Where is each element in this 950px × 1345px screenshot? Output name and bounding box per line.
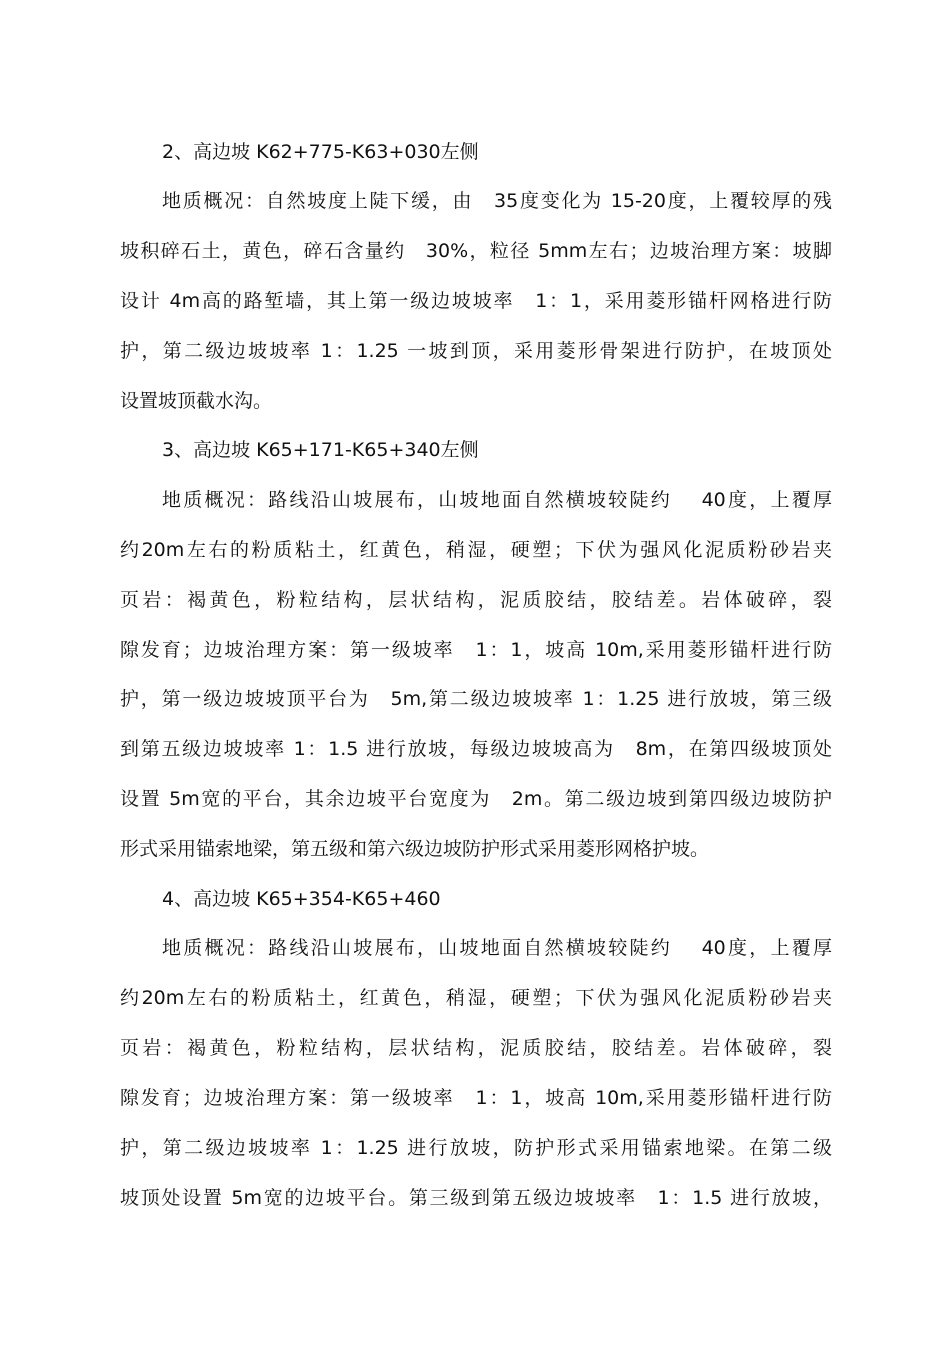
- paragraph-line: 护，第一级边坡坡顶平台为 5m,第二级边坡坡率 1：1.25 进行放坡，第三级: [120, 688, 832, 710]
- paragraph-line: 隙发育；边坡治理方案：第一级坡率 1：1，坡高 10m,采用菱形锚杆进行防: [120, 1087, 832, 1109]
- paragraph-line: 地质概况：路线沿山坡展布，山坡地面自然横坡较陡约 40度，上覆厚: [162, 489, 832, 511]
- paragraph-line: 约20m左右的粉质粘土，红黄色，稍湿，硬塑；下伏为强风化泥质粉砂岩夹: [120, 539, 832, 561]
- paragraph-line: 页岩：褐黄色，粉粒结构，层状结构，泥质胶结，胶结差。岩体破碎，裂: [120, 1037, 832, 1059]
- paragraph-line: 形式采用锚索地梁，第五级和第六级边坡防护形式采用菱形网格护坡。: [120, 838, 710, 860]
- paragraph-line: 设置坡顶截水沟。: [120, 390, 273, 412]
- paragraph-line: 设置 5m宽的平台，其余边坡平台宽度为 2m。第二级边坡到第四级边坡防护: [120, 788, 832, 810]
- paragraph-line: 到第五级边坡坡率 1：1.5 进行放坡，每级边坡坡高为 8m，在第四级坡顶处: [120, 738, 832, 760]
- paragraph-line: 地质概况：自然坡度上陡下缓，由 35度变化为 15-20度，上覆较厚的残: [162, 190, 832, 212]
- section-heading: 4、高边坡 K65+354-K65+460: [162, 888, 441, 910]
- paragraph-line: 约20m左右的粉质粘土，红黄色，稍湿，硬塑；下伏为强风化泥质粉砂岩夹: [120, 987, 832, 1009]
- paragraph-line: 坡顶处设置 5m宽的边坡平台。第三级到第五级边坡坡率 1：1.5 进行放坡，: [120, 1187, 832, 1209]
- paragraph-line: 页岩：褐黄色，粉粒结构，层状结构，泥质胶结，胶结差。岩体破碎，裂: [120, 589, 832, 611]
- paragraph-line: 隙发育；边坡治理方案：第一级坡率 1：1，坡高 10m,采用菱形锚杆进行防: [120, 639, 832, 661]
- section-heading: 2、高边坡 K62+775-K63+030左侧: [162, 141, 479, 163]
- section-heading: 3、高边坡 K65+171-K65+340左侧: [162, 439, 479, 461]
- paragraph-line: 护，第二级边坡坡率 1：1.25 进行放坡，防护形式采用锚索地梁。在第二级: [120, 1137, 832, 1159]
- paragraph-line: 地质概况：路线沿山坡展布，山坡地面自然横坡较陡约 40度，上覆厚: [162, 937, 832, 959]
- paragraph-line: 设计 4m高的路堑墙，其上第一级边坡坡率 1：1，采用菱形锚杆网格进行防: [120, 290, 832, 312]
- paragraph-line: 坡积碎石土，黄色，碎石含量约 30%，粒径 5mm左右；边坡治理方案：坡脚: [120, 240, 832, 262]
- paragraph-line: 护，第二级边坡坡率 1：1.25 一坡到顶，采用菱形骨架进行防护，在坡顶处: [120, 340, 832, 362]
